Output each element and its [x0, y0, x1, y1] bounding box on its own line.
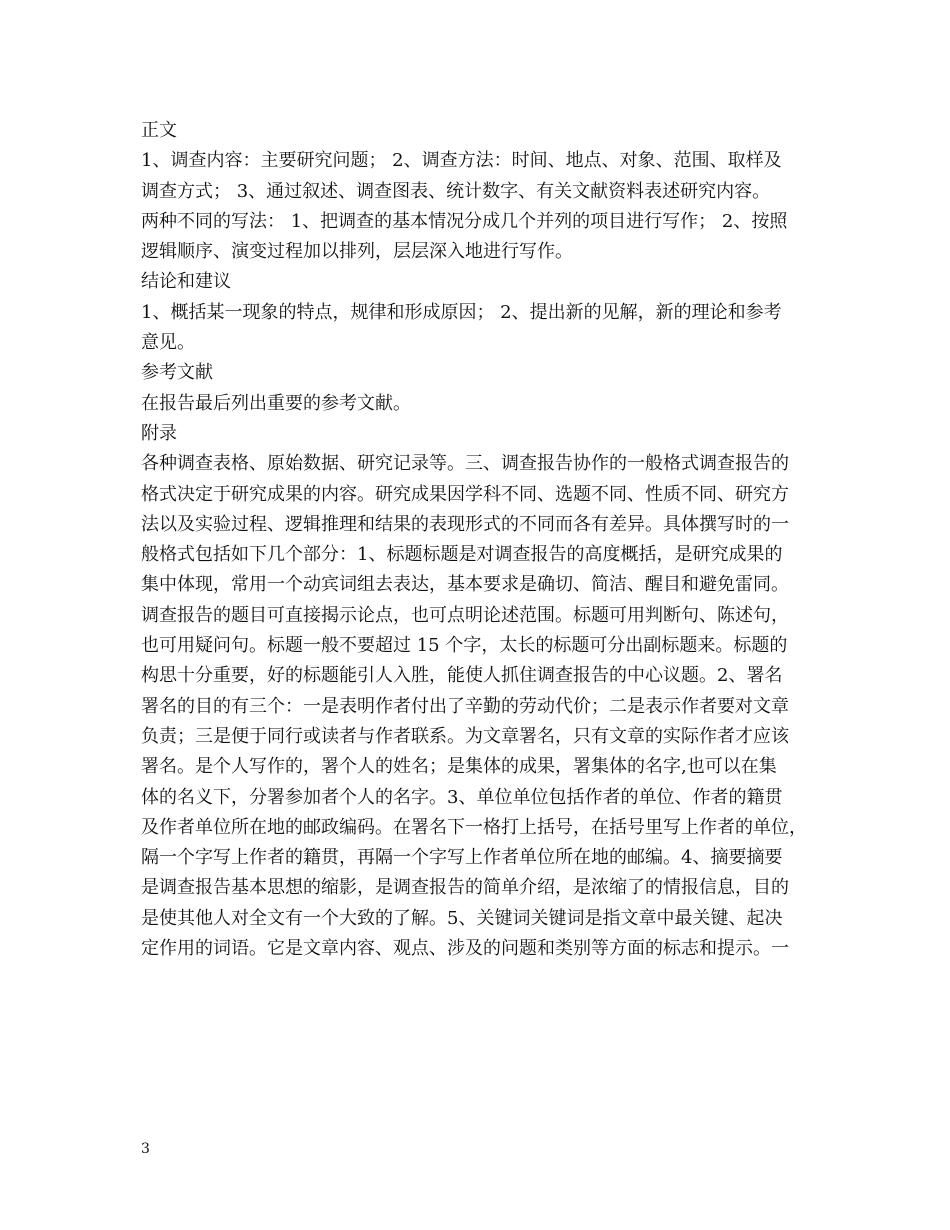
text-line: 意见。: [141, 332, 195, 354]
text-line: 是使其他人对全文有一个大致的了解。5、关键词关键词是指文章中最关键、起决: [141, 907, 783, 929]
text-line: 构思十分重要，好的标题能引人入胜，能使人抓住调查报告的中心议题。2、署名: [141, 665, 783, 687]
text-line: 体的名义下，分署参加者个人的名字。3、单位单位包括作者的单位、作者的籍贯: [141, 786, 783, 808]
text-line: 1、概括某一现象的特点，规律和形成原因； 2、提出新的见解，新的理论和参考: [141, 301, 782, 323]
text-line: 两种不同的写法： 1、把调查的基本情况分成几个并列的项目进行写作； 2、按照: [141, 210, 788, 232]
text-line: 及作者单位所在地的邮政编码。在署名下一格打上括号，在括号里写上作者的单位，: [141, 816, 807, 838]
text-line: 逻辑顺序、演变过程加以排列，层层深入地进行写作。: [141, 241, 573, 263]
text-line: 隔一个字写上作者的籍贯，再隔一个字写上作者单位所在地的邮编。4、摘要摘要: [141, 847, 783, 869]
text-line: 1、调查内容：主要研究问题； 2、调查方法：时间、地点、对象、范围、取样及: [141, 150, 782, 172]
text-line: 法以及实验过程、逻辑推理和结果的表现形式的不同而各有差异。具体撰写时的一: [141, 513, 789, 535]
text-line: 也可用疑问句。标题一般不要超过 15 个字，太长的标题可分出副标题来。标题的: [141, 635, 788, 657]
text-line: 调查方式； 3、通过叙述、调查图表、统计数字、有关文献资料表述研究内容。: [141, 180, 771, 202]
page-number: 3: [141, 1141, 150, 1157]
section-heading-references: 参考文献: [141, 362, 213, 384]
text-line: 定作用的词语。它是文章内容、观点、涉及的问题和类别等方面的标志和提示。一: [141, 938, 789, 960]
section-heading-body: 正文: [141, 120, 177, 141]
text-line: 般格式包括如下几个部分：1、标题标题是对调查报告的高度概括，是研究成果的: [141, 544, 783, 566]
text-line: 集中体现，常用一个动宾词组去表达，基本要求是确切、简洁、醒目和避免雷同。: [141, 574, 789, 596]
section-heading-appendix: 附录: [141, 422, 177, 444]
text-line: 在报告最后列出重要的参考文献。: [141, 392, 411, 414]
text-line: 调查报告的题目可直接揭示论点，也可点明论述范围。标题可用判断句、陈述句，: [141, 604, 789, 626]
body-text: [141, 116, 813, 964]
text-line: 署名的目的有三个：一是表明作者付出了辛勤的劳动代价；二是表示作者要对文章: [141, 695, 789, 717]
text-line: 负责；三是便于同行或读者与作者联系。为文章署名，只有文章的实际作者才应该: [141, 725, 789, 747]
text-line: 署名。是个人写作的，署个人的姓名；是集体的成果，署集体的名字,也可以在集: [141, 756, 777, 778]
text-line: 是调查报告基本思想的缩影，是调查报告的简单介绍，是浓缩了的情报信息，目的: [141, 877, 789, 899]
text-line: 格式决定于研究成果的内容。研究成果因学科不同、选题不同、性质不同、研究方: [141, 483, 789, 505]
text-line: 各种调查表格、原始数据、研究记录等。三、调查报告协作的一般格式调查报告的: [141, 453, 789, 475]
section-heading-conclusion: 结论和建议: [141, 271, 231, 293]
